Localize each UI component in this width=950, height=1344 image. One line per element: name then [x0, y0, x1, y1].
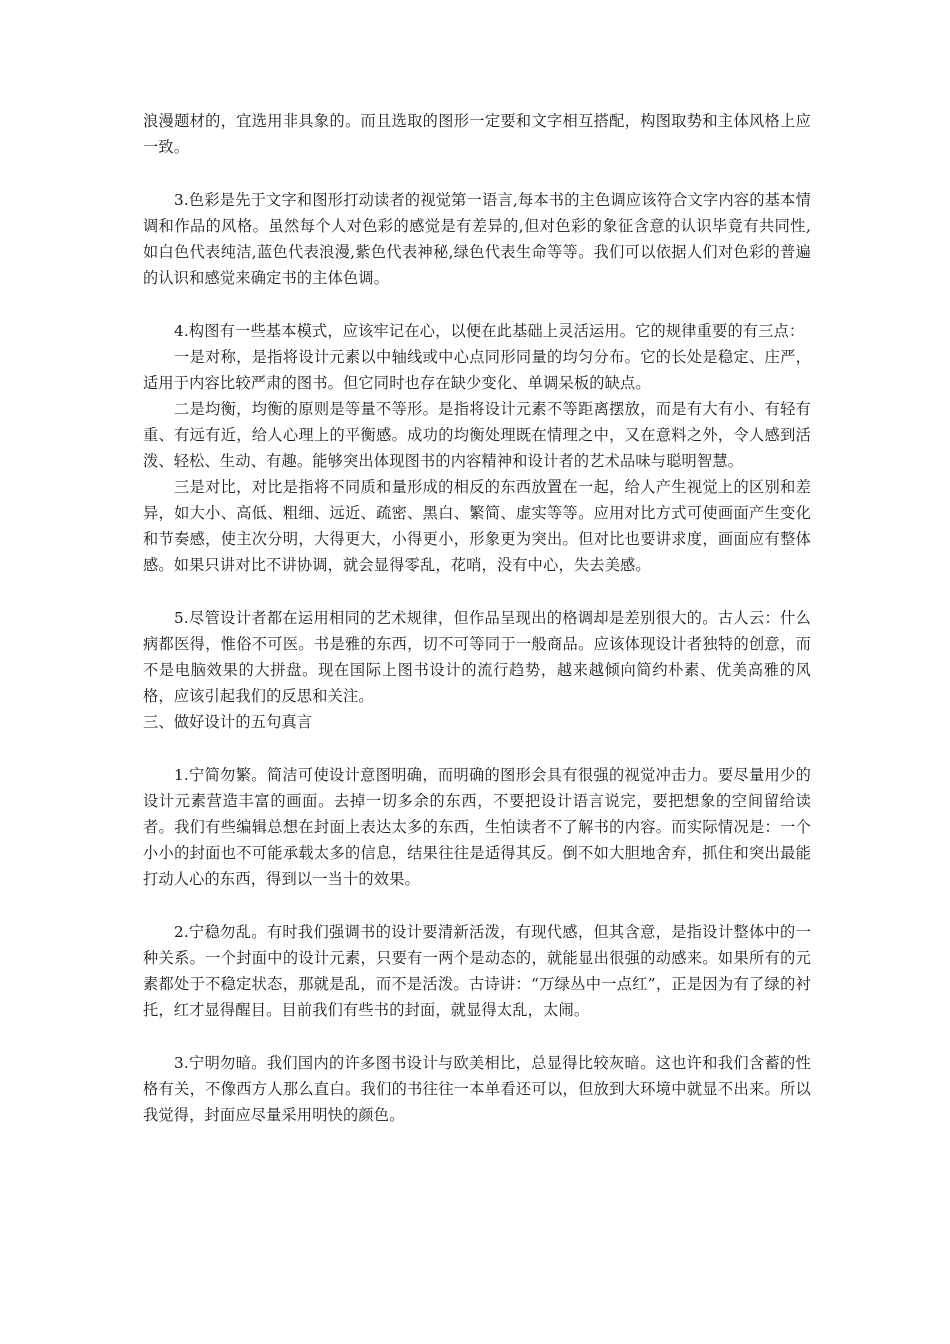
paragraph-point-4-composition: 4.构图有一些基本模式，应该牢记在心，以便在此基础上灵活运用。它的规律重要的有三点： — [174, 322, 805, 340]
document-body — [143, 108, 811, 1128]
paragraph-symmetry: 一是对称，是指将设计元素以中轴线或中心点同形同量的均匀分布。它的长处是稳定、庄严，适用于内容比较严肃的图书。但它同时也存在缺少变化、单调呆板的缺点。 — [143, 348, 811, 392]
paragraph-maxim-1-simplicity: 1.宁简勿繁。简洁可使设计意图明确，而明确的图形会具有很强的视觉冲击力。要尽量用少的设计元素营造丰富的画面。去掉一切多余的东西，不要把设计语言说完，要把想象的空间留给读者。我们有些编辑总想在封面上表达太多的东西，生怕读者不了解书的内容。而实际情况是：一个小小的封面也不可能承载太多的信息，结果往往是适得其反。倒不如大胆地舍弃，抓住和突出最能打动人心的东西，得到以一当十的效果。 — [143, 766, 811, 888]
paragraph-point-5-style: 5.尽管设计者都在运用相同的艺术规律，但作品呈现出的格调却是差别很大的。古人云：什么病都医得，惟俗不可医。书是雅的东西，切不可等同于一般商品。应该体现设计者独特的创意，而不是电脑效果的大拼盘。现在国际上图书设计的流行趋势，越来越倾向简约朴素、优美高雅的风格，应该引起我们的反思和关注。 — [143, 609, 811, 705]
paragraph-maxim-3-brightness: 3.宁明勿暗。我们国内的许多图书设计与欧美相比，总显得比较灰暗。这也许和我们含蓄的性格有关，不像西方人那么直白。我们的书往往一本单看还可以，但放到大环境中就显不出来。所以我觉得，封面应尽量采用明快的颜色。 — [143, 1054, 811, 1124]
paragraph-maxim-2-stability: 2.宁稳勿乱。有时我们强调书的设计要清新活泼，有现代感，但其含意，是指设计整体中的一种关系。一个封面中的设计元素，只要有一两个是动态的，就能显出很强的动感来。如果所有的元素都处于不稳定状态，那就是乱，而不是活泼。古诗讲：“万绿丛中一点红”，正是因为有了绿的衬托，红才显得醒目。目前我们有些书的封面，就显得太乱，太闹。 — [143, 923, 811, 1019]
paragraph-point-3-color: 3.色彩是先于文字和图形打动读者的视觉第一语言,每本书的主色调应该符合文字内容的基本情调和作品的风格。虽然每个人对色彩的感觉是有差异的,但对色彩的象征含意的认识毕竟有共同性,如白色代表纯洁,蓝色代表浪漫,紫色代表神秘,绿色代表生命等等。我们可以依据人们对色彩的普遍的认识和感觉来确定书的主体色调。 — [143, 191, 811, 287]
paragraph-intro-continuation: 浪漫题材的，宜选用非具象的。而且选取的图形一定要和文字相互搭配，构图取势和主体风格上应一致。 — [143, 112, 811, 156]
paragraph-balance: 二是均衡，均衡的原则是等量不等形。是指将设计元素不等距离摆放，而是有大有小、有轻有重、有远有近，给人心理上的平衡感。成功的均衡处理既在情理之中，又在意料之外，令人感到活泼、轻松、生动、有趣。能够突出体现图书的内容精神和设计者的艺术品味与聪明智慧。 — [143, 400, 811, 470]
paragraph-contrast: 三是对比，对比是指将不同质和量形成的相反的东西放置在一起，给人产生视觉上的区别和差异，如大小、高低、粗细、远近、疏密、黑白、繁简、虚实等等。应用对比方式可使画面产生变化和节奏感，使主次分明，大得更大，小得更小，形象更为突出。但对比也要讲求度，画面应有整体感。如果只讲对比不讲协调，就会显得零乱，花哨，没有中心，失去美感。 — [143, 478, 811, 574]
section-heading: 三、做好设计的五句真言 — [143, 713, 313, 731]
